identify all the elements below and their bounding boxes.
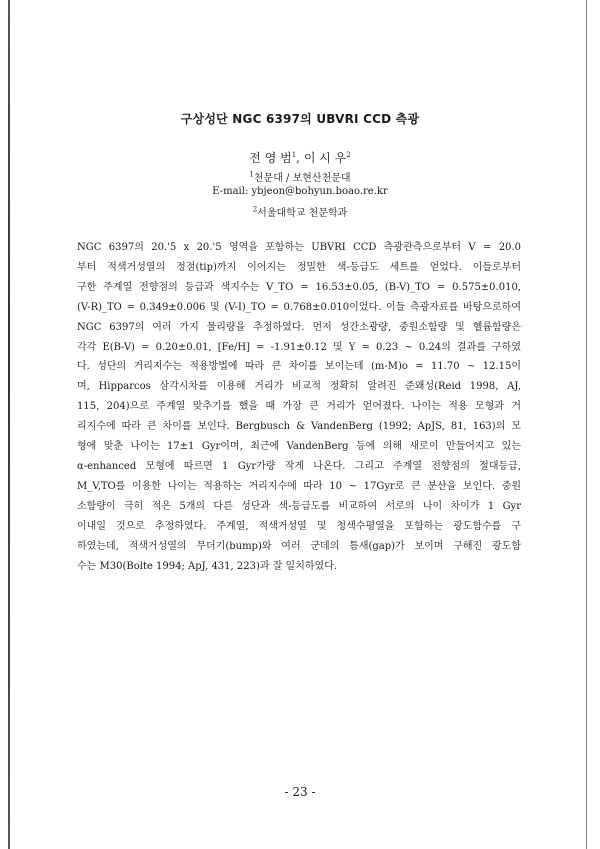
affiliation-mark: 2 — [252, 205, 258, 214]
page-edge-left — [8, 0, 10, 849]
paper-title: 구상성단 NGC 6397의 UBVRI CCD 측광 — [180, 112, 420, 126]
abstract-line: 다. 성단의 거리지수는 적용방법에 따라 큰 차이를 보이는데 (m-M)o = 11.70 ~ 12.15이 — [77, 361, 521, 373]
affiliation-mark: 1 — [249, 170, 254, 179]
abstract-line: NGC 6397의 20.'5 x 20.'5 영역을 포함하는 UBVRI CCD 측광관측으로부터 V = 20.0 — [77, 242, 521, 253]
page-number: - 23 - — [284, 785, 316, 799]
abstract-line: 리지수에 따라 큰 차이를 보인다. Bergbusch & VandenBerg (1992; ApJS, 81, 163)의 모 — [77, 421, 521, 433]
abstract-line: NGC 6397의 여러 가지 물리량을 추정하였다. 먼저 성간소광량, 중원소함량 및 헬륨함량은 — [77, 321, 521, 333]
abstract-line: α-enhanced 모형에 따르면 1 Gyr가량 작게 나온다. 그리고 주계열 전향점의 절대등급, — [77, 460, 521, 472]
author-2-affil-mark: 2 — [346, 151, 351, 159]
abstract-line: (V-R)_TO = 0.349±0.006 및 (V-I)_TO = 0.768±0.010이었다. 이들 측광자료를 바탕으로하여 — [77, 301, 521, 313]
author-2: 이 시 우 — [303, 151, 347, 165]
abstract-line: M_V,TO를 이용한 나이는 적용하는 거리지수에 따라 10 ~ 17Gyr로 큰 분산을 보인다. 중원 — [77, 480, 521, 492]
abstract-line: 수는 M30(Bolte 1994; ApJ, 431, 223)과 잘 일치하였다. — [77, 560, 338, 572]
abstract-line: 며, Hipparcos 삼각시차를 이용해 거리가 비교적 정확히 알려진 준왜성(Reid 1998, AJ, — [77, 381, 521, 393]
abstract-line: 부터 적색거성열의 정점(tip)까지 이어지는 정밀한 색-등급도 세트를 얻었다. 이들로부터 — [77, 261, 521, 273]
author-1: 전 영 범 — [249, 151, 292, 165]
affiliation-text: 천문대 / 보현산천문대 — [253, 173, 351, 184]
page-edge-right — [586, 0, 587, 849]
abstract-body — [77, 238, 521, 576]
affiliation-2 — [0, 204, 600, 219]
abstract-line: 각각 E(B-V) = 0.20±0.01, [Fe/H] = -1.91±0.12 및 Y = 0.23 ~ 0.24의 결과를 구하였 — [77, 341, 521, 353]
affiliation-text: 서울대학교 천문학과 — [257, 208, 348, 219]
author-line — [0, 149, 600, 166]
abstract-line: 이내일 것으로 추정하였다. 주계열, 적색거성열 및 청색수평열을 포함하는 광도함수를 구 — [77, 520, 521, 532]
email-line — [0, 186, 600, 197]
email-text: E-mail: ybjeon@bohyun.boao.re.kr — [212, 186, 388, 197]
abstract-line: 115, 204)으로 주계열 맞추기를 했을 때 가장 큰 거리가 얻어졌다. 나이는 적용 모형과 거 — [77, 401, 521, 413]
abstract-line: 하였는데, 적색거성열의 무더기(bump)와 여러 군데의 틈새(gap)가 보이며 구해진 광도함 — [77, 540, 521, 552]
author-1-affil-mark: 1 — [291, 151, 297, 159]
affiliation-1 — [0, 169, 600, 184]
abstract-line: 구한 주계열 전향점의 등급과 색지수는 V_TO = 16.53±0.05, (B-V)_TO = 0.575±0.010, — [77, 281, 521, 293]
abstract-line: 형에 맞춘 나이는 17±1 Gyr이며, 최근에 VandenBerg 등에 의해 새로이 만들어지고 있는 — [77, 441, 521, 453]
author-separator: , — [296, 151, 304, 165]
abstract-line: 소함량이 극히 적은 5개의 다른 성단과 색-등급도를 비교하여 서로의 나이 차이가 1 Gyr — [77, 500, 521, 512]
